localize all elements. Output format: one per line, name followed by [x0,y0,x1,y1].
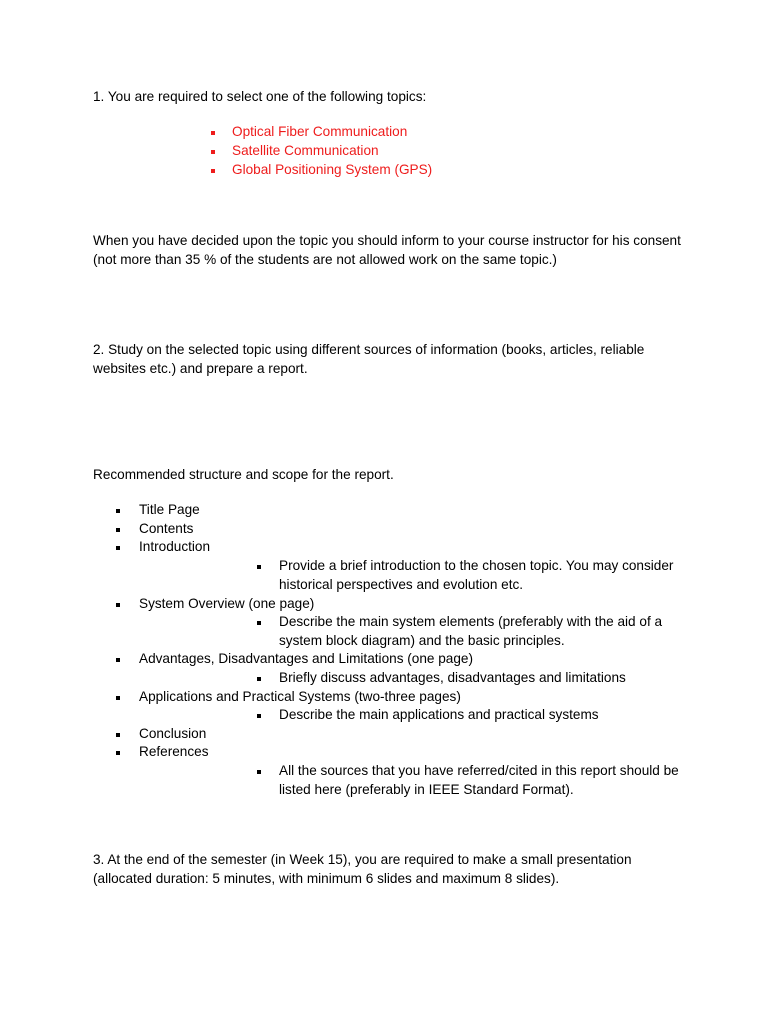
bullet-icon [257,621,261,625]
section2-text: 2. Study on the selected topic using different sources of information (books, articles, reliable websites etc.) and prepare a report. [93,342,645,376]
list-subitem: Describe the main system elements (preferably with the aid of a system block diagram) and the basic principles. [279,614,663,648]
bullet-icon [116,528,120,532]
bullet-icon [257,677,261,681]
topic-item: Global Positioning System (GPS) [232,162,433,177]
bullet-icon [116,658,120,662]
bullet-icon [116,751,120,755]
list-subitem: Briefly discuss advantages, disadvantages and limitations [279,670,626,685]
bullet-icon [211,131,215,135]
bullet-icon [116,546,120,550]
bullet-icon [116,696,120,700]
bullet-icon [116,603,120,607]
bullet-icon [257,565,261,569]
section1-intro: 1. You are required to select one of the following topics: [93,89,427,104]
section1-note: When you have decided upon the topic you should inform to your course instructor for his consent (not more than 35 % of the students are not allowed work on the same topic.) [93,233,681,267]
list-item: Contents [139,521,194,536]
list-item: Introduction [139,539,211,554]
bullet-icon [257,714,261,718]
list-subitem: All the sources that you have referred/cited in this report should be listed here (preferably in IEEE Standard Format). [279,763,679,797]
topic-item: Satellite Communication [232,143,379,158]
list-item: System Overview (one page) [139,596,315,611]
bullet-icon [211,169,215,173]
list-item: Applications and Practical Systems (two-three pages) [139,689,461,704]
bullet-icon [257,770,261,774]
structure-heading: Recommended structure and scope for the report. [93,467,394,482]
bullet-icon [211,150,215,154]
bullet-icon [116,509,120,513]
section3-text: 3. At the end of the semester (in Week 15), you are required to make a small presentation (allocated duration: 5 minutes, with minimum 6 slides and maximum 8 slides). [93,852,632,886]
topic-item: Optical Fiber Communication [232,124,408,139]
list-item: References [139,744,209,759]
bullet-icon [116,733,120,737]
list-subitem: Describe the main applications and practical systems [279,707,599,722]
list-item: Advantages, Disadvantages and Limitations (one page) [139,651,474,666]
list-subitem: Provide a brief introduction to the chosen topic. You may consider historical perspectives and evolution etc. [279,558,674,592]
list-item: Title Page [139,502,200,517]
list-item: Conclusion [139,726,207,741]
